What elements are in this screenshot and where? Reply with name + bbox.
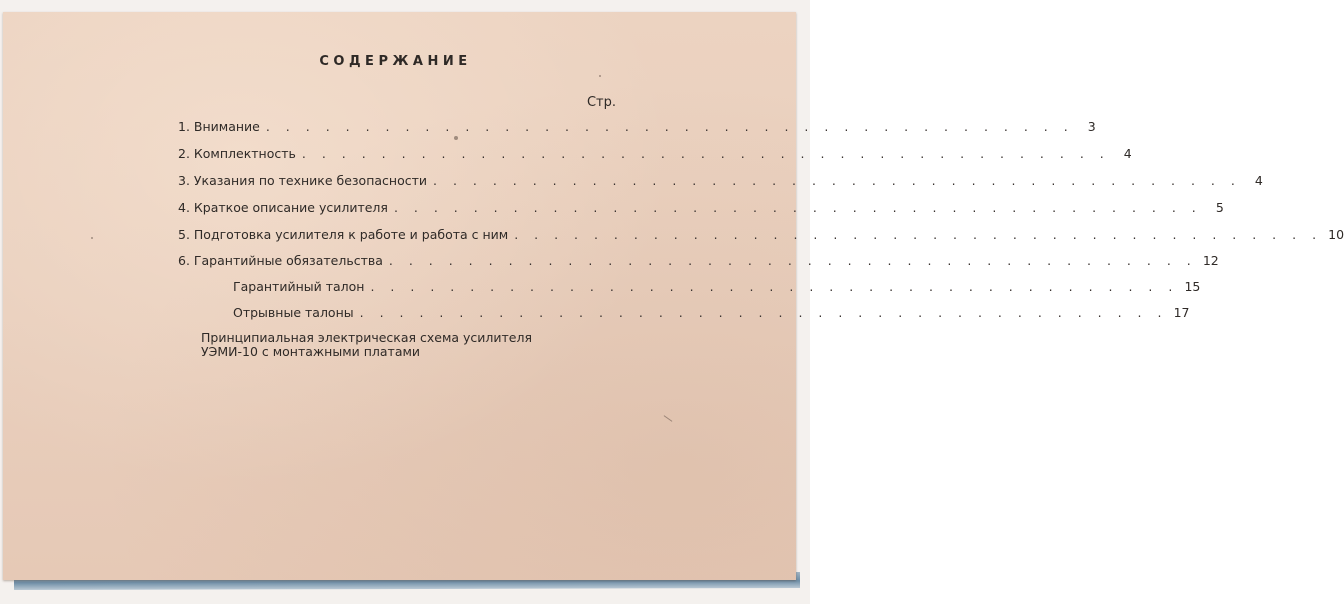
- toc-entry-page: 17: [1173, 305, 1190, 320]
- schematic-note-line-1: Принципиальная электрическая схема усилителя: [201, 330, 532, 345]
- toc-entry-page: 10: [1328, 227, 1344, 242]
- toc-entry-label: Гарантийный талон: [233, 279, 365, 294]
- toc-entry-label: 3. Указания по технике безопасности: [178, 173, 427, 188]
- toc-sub-entry-2: [178, 305, 1190, 323]
- page-title: СОДЕРЖАНИЕ: [319, 54, 472, 69]
- toc-entry-2: [178, 146, 1132, 164]
- toc-entry-page: 4: [1123, 146, 1132, 161]
- toc-entry-label: 5. Подготовка усилителя к работе и работа с ним: [178, 227, 509, 242]
- toc-leader-dots: . . . . . . . . . . . . . . . . . . . . . . . . . . . . . . . . . . . . . . . . .: [433, 173, 1241, 188]
- toc-leader-dots: . . . . . . . . . . . . . . . . . . . . . . . . . . . . . . . . . . . . . . . . .: [393, 200, 1202, 215]
- toc-entry-3: [178, 173, 1263, 191]
- toc-entry-page: 15: [1184, 279, 1201, 294]
- toc-entry-label: 4. Краткое описание усилителя: [178, 200, 388, 215]
- toc-entry-6: [178, 253, 1219, 271]
- toc-leader-dots: . . . . . . . . . . . . . . . . . . . . . . . . . . . . . . . . . . . . . . . . .: [359, 305, 1168, 320]
- toc-leader-dots: . . . . . . . . . . . . . . . . . . . . . . . . . . . . . . . . . . . . . . . . .: [388, 253, 1197, 268]
- paper-speck: [454, 136, 458, 140]
- schematic-note: [201, 331, 532, 359]
- toc-entry-page: 3: [1087, 119, 1096, 134]
- toc-entry-page: 4: [1254, 173, 1263, 188]
- page-column-header: Стр.: [586, 95, 616, 110]
- schematic-note-line-2: УЭМИ-10 с монтажными платами: [201, 344, 421, 359]
- toc-leader-dots: . . . . . . . . . . . . . . . . . . . . . . . . . . . . . . . . . . . . . . . . .: [265, 119, 1074, 134]
- toc-entry-4: [178, 200, 1224, 218]
- paper-speck: [91, 237, 93, 239]
- toc-sub-entry-1: [178, 279, 1201, 297]
- toc-leader-dots: . . . . . . . . . . . . . . . . . . . . . . . . . . . . . . . . . . . . . . . . .: [301, 146, 1110, 161]
- toc-leader-dots: . . . . . . . . . . . . . . . . . . . . . . . . . . . . . . . . . . . . . . . . .: [514, 227, 1323, 242]
- toc-entry-1: [178, 119, 1096, 137]
- toc-entry-label: 6. Гарантийные обязательства: [178, 253, 383, 268]
- toc-entry-label: 2. Комплектность: [178, 146, 296, 161]
- toc-entry-label: 1. Внимание: [178, 119, 260, 134]
- toc-entry-page: 5: [1215, 200, 1224, 215]
- document-page: [3, 12, 1344, 580]
- toc-entry-page: 12: [1202, 253, 1219, 268]
- toc-entry-5: [178, 227, 1344, 245]
- toc-leader-dots: . . . . . . . . . . . . . . . . . . . . . . . . . . . . . . . . . . . . . . . . .: [370, 279, 1179, 294]
- paper-scratch: [664, 415, 673, 422]
- toc-entry-label: Отрывные талоны: [233, 305, 354, 320]
- paper-speck: [599, 75, 601, 77]
